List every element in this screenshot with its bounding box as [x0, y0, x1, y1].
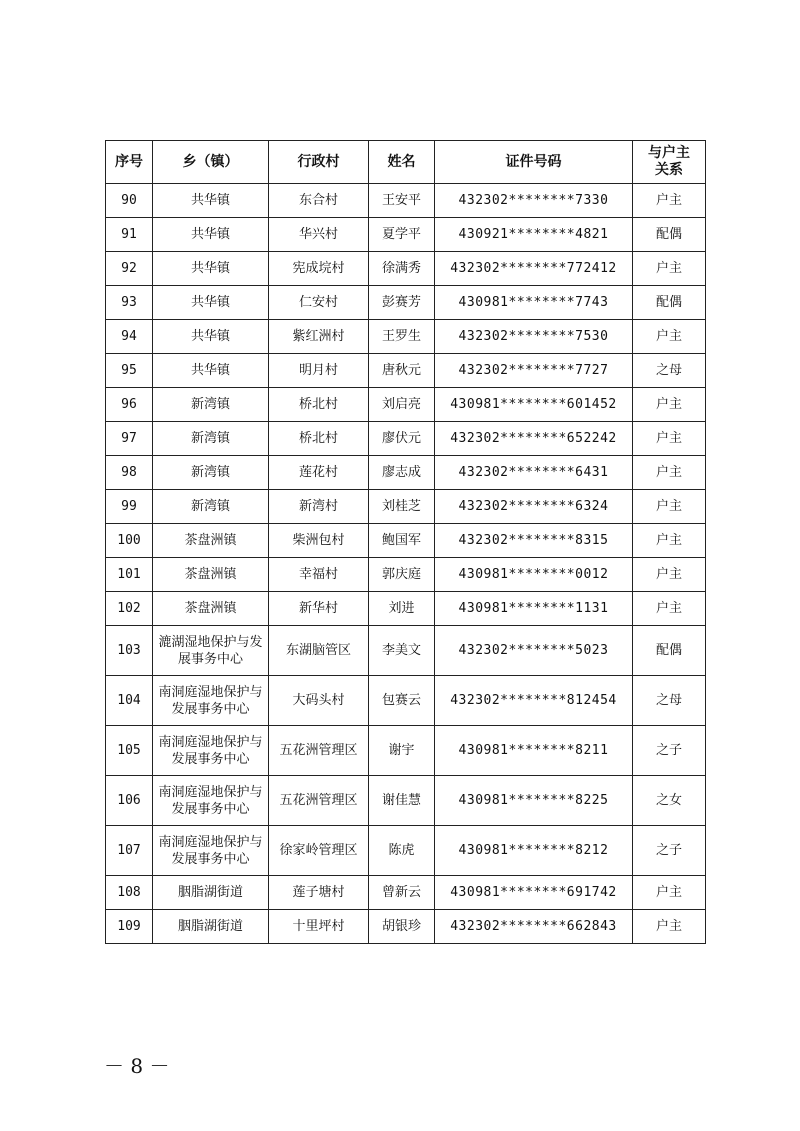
- cell-town: 共华镇: [153, 320, 269, 354]
- cell-town: 新湾镇: [153, 388, 269, 422]
- cell-id: 430981********7743: [435, 286, 633, 320]
- cell-name: 刘桂芝: [369, 490, 435, 524]
- cell-name: 廖志成: [369, 456, 435, 490]
- cell-id: 432302********662843: [435, 910, 633, 944]
- cell-village: 桥北村: [269, 388, 369, 422]
- cell-relation: 户主: [633, 422, 706, 456]
- cell-name: 李美文: [369, 626, 435, 676]
- cell-name: 廖伏元: [369, 422, 435, 456]
- table-row: [106, 388, 706, 422]
- cell-town: 新湾镇: [153, 456, 269, 490]
- cell-town: 胭脂湖街道: [153, 910, 269, 944]
- cell-id: 430981********1131: [435, 592, 633, 626]
- table-row: [106, 252, 706, 286]
- cell-name: 包赛云: [369, 676, 435, 726]
- cell-name: 夏学平: [369, 218, 435, 252]
- cell-town: 南洞庭湿地保护与发展事务中心: [153, 726, 269, 776]
- cell-town: 新湾镇: [153, 490, 269, 524]
- cell-village: 五花洲管理区: [269, 726, 369, 776]
- cell-village: 新华村: [269, 592, 369, 626]
- cell-name: 谢宇: [369, 726, 435, 776]
- cell-relation: 配偶: [633, 626, 706, 676]
- cell-village: 十里坪村: [269, 910, 369, 944]
- cell-id: 432302********6324: [435, 490, 633, 524]
- cell-seq: 98: [106, 456, 153, 490]
- cell-relation: 户主: [633, 456, 706, 490]
- cell-id: 430981********601452: [435, 388, 633, 422]
- cell-name: 鲍国军: [369, 524, 435, 558]
- cell-id: 432302********7530: [435, 320, 633, 354]
- cell-village: 东合村: [269, 184, 369, 218]
- cell-village: 紫红洲村: [269, 320, 369, 354]
- cell-seq: 95: [106, 354, 153, 388]
- cell-seq: 107: [106, 826, 153, 876]
- cell-id: 430981********8225: [435, 776, 633, 826]
- cell-name: 王安平: [369, 184, 435, 218]
- cell-seq: 97: [106, 422, 153, 456]
- cell-town: 共华镇: [153, 184, 269, 218]
- cell-town: 共华镇: [153, 252, 269, 286]
- cell-id: 432302********7727: [435, 354, 633, 388]
- cell-id: 432302********5023: [435, 626, 633, 676]
- cell-seq: 92: [106, 252, 153, 286]
- cell-town: 胭脂湖街道: [153, 876, 269, 910]
- cell-relation: 配偶: [633, 286, 706, 320]
- page-number: － 8 －: [104, 1054, 170, 1078]
- cell-town: 共华镇: [153, 286, 269, 320]
- header-seq: 序号: [106, 141, 153, 184]
- table-row: [106, 422, 706, 456]
- table-row: [106, 320, 706, 354]
- cell-town: 茶盘洲镇: [153, 592, 269, 626]
- cell-village: 五花洲管理区: [269, 776, 369, 826]
- cell-town: 南洞庭湿地保护与发展事务中心: [153, 826, 269, 876]
- cell-seq: 109: [106, 910, 153, 944]
- cell-id: 432302********812454: [435, 676, 633, 726]
- cell-name: 刘进: [369, 592, 435, 626]
- table-row: [106, 592, 706, 626]
- cell-seq: 90: [106, 184, 153, 218]
- cell-village: 桥北村: [269, 422, 369, 456]
- cell-relation: 户主: [633, 592, 706, 626]
- cell-name: 彭赛芳: [369, 286, 435, 320]
- header-id: 证件号码: [435, 141, 633, 184]
- cell-village: 宪成垸村: [269, 252, 369, 286]
- table-row: [106, 184, 706, 218]
- cell-relation: 户主: [633, 490, 706, 524]
- cell-village: 大码头村: [269, 676, 369, 726]
- cell-relation: 户主: [633, 184, 706, 218]
- cell-town: 茶盘洲镇: [153, 558, 269, 592]
- cell-seq: 94: [106, 320, 153, 354]
- header-name: 姓名: [369, 141, 435, 184]
- cell-relation: 之子: [633, 826, 706, 876]
- cell-name: 胡银珍: [369, 910, 435, 944]
- cell-id: 430981********691742: [435, 876, 633, 910]
- table-row: [106, 910, 706, 944]
- roster-table: [105, 140, 706, 944]
- cell-id: 432302********6431: [435, 456, 633, 490]
- cell-town: 新湾镇: [153, 422, 269, 456]
- cell-id: 432302********652242: [435, 422, 633, 456]
- cell-village: 华兴村: [269, 218, 369, 252]
- cell-relation: 户主: [633, 388, 706, 422]
- cell-seq: 100: [106, 524, 153, 558]
- cell-id: 432302********8315: [435, 524, 633, 558]
- cell-seq: 105: [106, 726, 153, 776]
- cell-village: 明月村: [269, 354, 369, 388]
- table-row: [106, 490, 706, 524]
- cell-relation: 户主: [633, 910, 706, 944]
- cell-id: 430981********8212: [435, 826, 633, 876]
- table-header-row: [106, 141, 706, 184]
- cell-id: 430921********4821: [435, 218, 633, 252]
- cell-seq: 106: [106, 776, 153, 826]
- cell-relation: 之子: [633, 726, 706, 776]
- cell-relation: 之母: [633, 354, 706, 388]
- cell-village: 柴洲包村: [269, 524, 369, 558]
- cell-relation: 之女: [633, 776, 706, 826]
- cell-town: 共华镇: [153, 354, 269, 388]
- cell-id: 432302********7330: [435, 184, 633, 218]
- cell-village: 仁安村: [269, 286, 369, 320]
- cell-relation: 配偶: [633, 218, 706, 252]
- cell-village: 莲子塘村: [269, 876, 369, 910]
- cell-village: 幸福村: [269, 558, 369, 592]
- cell-village: 新湾村: [269, 490, 369, 524]
- cell-name: 曾新云: [369, 876, 435, 910]
- table-row: [106, 776, 706, 826]
- cell-seq: 99: [106, 490, 153, 524]
- table-row: [106, 354, 706, 388]
- cell-town: 漉湖湿地保护与发展事务中心: [153, 626, 269, 676]
- cell-town: 共华镇: [153, 218, 269, 252]
- cell-seq: 101: [106, 558, 153, 592]
- table-row: [106, 218, 706, 252]
- cell-name: 王罗生: [369, 320, 435, 354]
- table-row: [106, 558, 706, 592]
- cell-seq: 102: [106, 592, 153, 626]
- cell-relation: 之母: [633, 676, 706, 726]
- cell-village: 莲花村: [269, 456, 369, 490]
- header-village: 行政村: [269, 141, 369, 184]
- table-row: [106, 626, 706, 676]
- table-row: [106, 726, 706, 776]
- cell-name: 谢佳慧: [369, 776, 435, 826]
- table-row: [106, 676, 706, 726]
- cell-town: 茶盘洲镇: [153, 524, 269, 558]
- cell-name: 唐秋元: [369, 354, 435, 388]
- header-town: 乡（镇）: [153, 141, 269, 184]
- cell-name: 刘启亮: [369, 388, 435, 422]
- cell-town: 南洞庭湿地保护与发展事务中心: [153, 676, 269, 726]
- cell-name: 徐满秀: [369, 252, 435, 286]
- header-relation: 与户主关系: [633, 141, 706, 184]
- cell-seq: 104: [106, 676, 153, 726]
- table-row: [106, 524, 706, 558]
- cell-village: 徐家岭管理区: [269, 826, 369, 876]
- cell-name: 郭庆庭: [369, 558, 435, 592]
- cell-relation: 户主: [633, 876, 706, 910]
- cell-relation: 户主: [633, 252, 706, 286]
- cell-seq: 103: [106, 626, 153, 676]
- cell-seq: 96: [106, 388, 153, 422]
- cell-relation: 户主: [633, 320, 706, 354]
- cell-relation: 户主: [633, 524, 706, 558]
- cell-seq: 93: [106, 286, 153, 320]
- cell-id: 432302********772412: [435, 252, 633, 286]
- cell-village: 东湖脑管区: [269, 626, 369, 676]
- table-row: [106, 826, 706, 876]
- cell-relation: 户主: [633, 558, 706, 592]
- cell-seq: 108: [106, 876, 153, 910]
- cell-town: 南洞庭湿地保护与发展事务中心: [153, 776, 269, 826]
- cell-name: 陈虎: [369, 826, 435, 876]
- table-row: [106, 456, 706, 490]
- table-row: [106, 286, 706, 320]
- table-row: [106, 876, 706, 910]
- cell-seq: 91: [106, 218, 153, 252]
- cell-id: 430981********0012: [435, 558, 633, 592]
- cell-id: 430981********8211: [435, 726, 633, 776]
